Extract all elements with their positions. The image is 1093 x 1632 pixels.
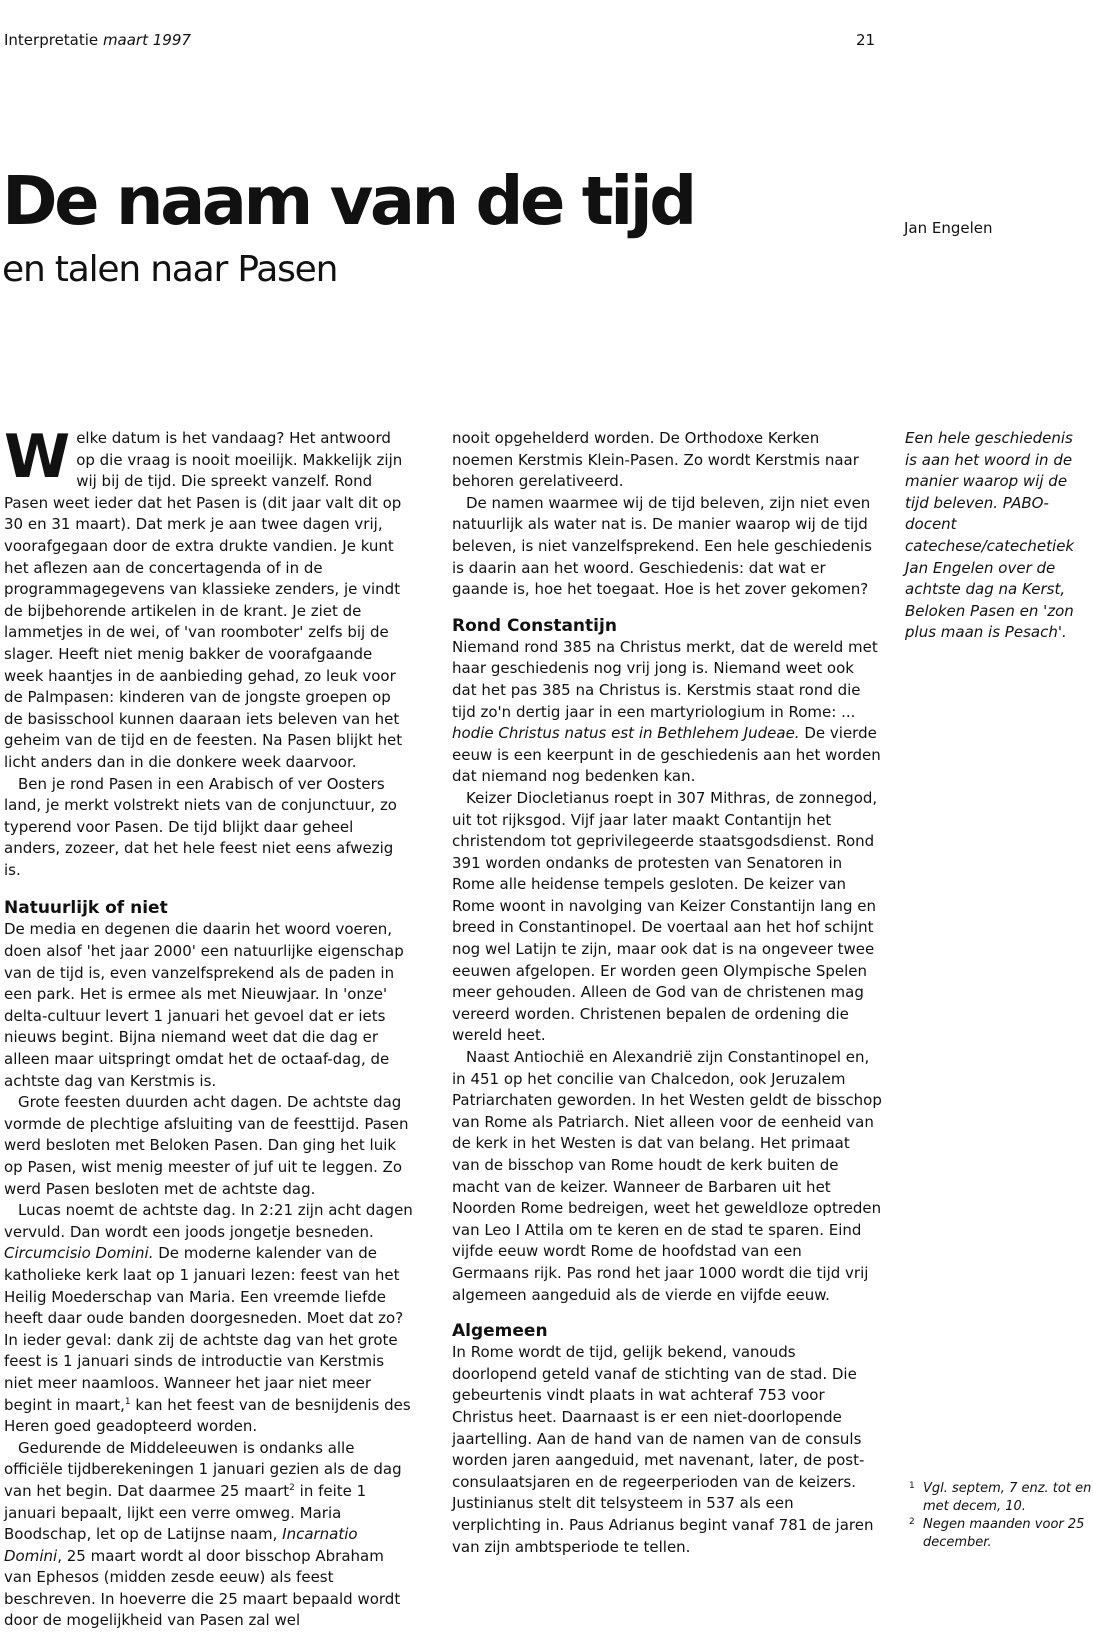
footnote-ref: 2 — [289, 1482, 295, 1493]
section-heading: Rond Constantijn — [452, 615, 617, 636]
paragraph-text: kan het feest van de besnijdenis des Heren goed geadopteerd worden. — [4, 1395, 411, 1436]
paragraph-text: Gedurende de Middeleeuwen is ondanks alle officiële tijdberekeningen 1 januari gezien als de dag van het begin. Dat daarmee 25 maart — [4, 1438, 402, 1500]
latin-term: Circumcisio Domini. — [4, 1244, 154, 1263]
journal-issue: maart 1997 — [102, 31, 191, 49]
paragraph: De media en degenen die daarin het woord voeren, doen alsof 'het jaar 2000' een natuurlijke eigenschap van de tijd is, even vanzelfsprekend als de paden in een park. Het is ermee als met Nieuwjaar. In 'onze' delta-cultuur levert 1 januari het gevoel dat er iets nieuws begint. Bijna niemand weet dat die dag er alleen maar uitspringt omdat het de octaaf-dag, de achtste dag van Kerstmis is. — [4, 920, 404, 1090]
paragraph: nooit opgehelderd worden. De Orthodoxe Kerken noemen Kerstmis Klein-Pasen. Zo wordt Kerstmis naar behoren gerelativeerd. — [452, 429, 859, 491]
footnote — [905, 1480, 1093, 1516]
article-subtitle: en talen naar Pasen — [2, 249, 338, 290]
article-title: De naam van de tijd — [2, 162, 694, 240]
paragraph-text: De vierde eeuw is een keerpunt in de geschiedenis aan het worden dat niemand nog bedenken kan. — [452, 724, 881, 786]
journal-name: Interpretatie — [4, 31, 99, 49]
footnote-text: Vgl. septem, 7 enz. tot en met decem, 10. — [923, 1481, 1092, 1514]
paragraph — [4, 1438, 414, 1632]
paragraph — [452, 637, 882, 788]
paragraph-text: Lucas noemt de achtste dag. In 2:21 zijn acht dagen vervuld. Dan wordt een joods jongetje besneden. — [4, 1201, 413, 1241]
page-number: 21 — [856, 31, 876, 49]
paragraph: De namen waarmee wij de tijd beleven, zijn niet even natuurlijk als water nat is. De manier waarop wij de tijd beleven, is niet vanzelfsprekend. Een hele geschiedenis is daarin aan het woord. Geschiedenis: dat wat er gaande is, hoe het toegaat. Hoe is het zover gekomen? — [452, 493, 872, 599]
body-column-2 — [452, 428, 882, 1558]
latin-quote: hodie Christus natus est in Bethlehem Judeae. — [452, 724, 800, 743]
footnotes — [905, 1480, 1093, 1552]
footnote-text: Negen maanden voor 25 december. — [923, 1517, 1085, 1550]
author-name: Jan Engelen — [904, 219, 993, 237]
section-heading: Natuurlijk of niet — [4, 898, 168, 919]
footnote-mark: 2 — [909, 1517, 915, 1527]
paragraph-text: Niemand rond 385 na Christus merkt, dat de wereld met haar geschiedenis nog vrij jong is. Niemand weet ook dat het pas 385 na Christus is. Kerstmis staat rond die tijd zo'n dertig jaar in een martyriologium in Rome: ... — [452, 637, 878, 721]
footnote — [905, 1516, 1093, 1552]
drop-cap: W — [4, 422, 71, 492]
paragraph: Ben je rond Pasen in een Arabisch of ver Oosters land, je merkt volstrekt niets van de conjunctuur, zo typerend voor Pasen. De tijd blijkt daar geheel anders, zozeer, dat het hele feest niet eens afwezig is. — [4, 774, 397, 879]
paragraph: In Rome wordt de tijd, gelijk bekend, vanouds doorlopend geteld vanaf de stichting van de stad. Die gebeurtenis vindt plaats in wat achteraf 753 voor Christus heet. Daarnaast is er een niet-doorlopende jaartelling. Aan de hand van de namen van de consuls worden jaren aangeduid, met navenant, later, de post-consulaatsjaren en de regeerperioden van de keizers. Justinianus stelt dit telsysteem in 537 als een verplichting in. Paus Adrianus begint vanaf 781 de jaren van zijn ambtsperiode te tellen. — [452, 1343, 874, 1556]
latin-term: Incarnatio Domini — [4, 1525, 358, 1565]
paragraph: Grote feesten duurden acht dagen. De achtste dag vormde de plechtige afsluiting van de feesttijd. Pasen werd besloten met Beloken Pasen. Dan ging het luik op Pasen, wist menig meester of juf uit te leggen. Zo werd Pasen besloten met de achtste dag. — [4, 1093, 409, 1198]
sidebar-blurb: Een hele geschiedenis is aan het woord in de manier waarop wij de tijd beleven. PABO-docent catechese/catechetiek Jan Engelen over de achtste dag na Kerst, Beloken Pasen en 'zon plus maan is Pesach'. — [905, 429, 1075, 642]
paragraph — [4, 422, 414, 774]
paragraph — [4, 1200, 414, 1438]
paragraph-text: De moderne kalender van de katholieke kerk laat op 1 januari lezen: feest van het Heilig Moederschap van Maria. Een vreemde liefde heeft daar oude banden doorgesneden. Moet dat zo? In ieder geval: dank zij de achtste dag van het grote feest is 1 januari sinds de introductie van Kerstmis niet meer naamloos. Wanneer het jaar niet meer begint in maart, — [4, 1244, 404, 1414]
body-column-1 — [4, 422, 414, 1632]
paragraph: Naast Antiochië en Alexandrië zijn Constantinopel en, in 451 op het concilie van Chalcedon, ook Jeruzalem Patriarchaten geworden. In het Westen geldt de bisschop van Rome als Patriarch. Niet alleen voor de eenheid van de kerk in het Westen is dat van belang. Het primaat van de bisschop van Rome houdt de kerk buiten de macht van de keizer. Wanneer de Barbaren uit het Noorden Rome bedreigen, weet het geweldloze optreden van Leo I Attila om te keren en de stad te sparen. Eind vijfde eeuw wordt Rome de hoofdstad van een Germaans rijk. Pas rond het jaar 1000 wordt die tijd vrij algemeen aangeduid als de vierde en vijfde eeuw. — [452, 1048, 882, 1304]
paragraph-text: elke datum is het vandaag? Het antwoord op die vraag is nooit moeilijk. Makkelijk zijn wij bij de tijd. Die spreekt vanzelf. Rond Pasen weet ieder dat het Pasen is (dit jaar valt dit op 30 en 31 maart). Dat merk je aan twee dagen vrij, voorafgegaan door de extra drukte vandien. Je kunt het aflezen aan de concertagenda of in de programmagegevens van klassieke zenders, je vindt de bijbehorende artikelen in de krant. Je ziet de lammetjes in de wei, of 'van roomboter' zelfs bij de slager. Heeft niet menig bakker de voorafgaande week haantjes in de aanbieding gehad, zo leuk voor de Palmpasen: kinderen van de jongste groepen op de basisschool kunnen daaraan iets beleven van het geheim van de tijd en de feesten. Na Pasen blijkt het licht anders dan in die donkere week daarvoor. — [4, 429, 403, 771]
footnote-ref: 1 — [124, 1396, 131, 1407]
section-heading: Algemeen — [452, 1321, 548, 1342]
running-head — [4, 31, 191, 49]
paragraph: Keizer Diocletianus roept in 307 Mithras, de zonnegod, uit tot rijksgod. Vijf jaar later maakt Contantijn het christendom tot geprivilegeerde staatsgodsdienst. Rond 391 worden ondanks de protesten van Senatoren in Rome alle heidense tempels gesloten. De keizer van Rome woont in navolging van Keizer Constantijn lang en breed in Constantinopel. De voertaal aan het hof schijnt nog wel Latijn te zijn, maar ook dat is na ongeveer twee eeuwen afgelopen. Er worden geen Olympische Spelen meer gehouden. Alleen de God van de christenen mag vereerd worden. Christenen bepalen de ordening die wereld heet. — [452, 788, 878, 1045]
paragraph-text: in feite 1 januari bepaalt, lijkt een verre omweg. Maria Boodschap, let op de Latijnse naam, — [4, 1481, 367, 1544]
paragraph-text: , 25 maart wordt al door bisschop Abraham van Ephesos (midden zesde eeuw) als feest beschreven. In hoeverre die 25 maart bepaald wordt door de mogelijkheid van Pasen zal wel — [4, 1546, 401, 1630]
footnote-mark: 1 — [909, 1481, 915, 1491]
